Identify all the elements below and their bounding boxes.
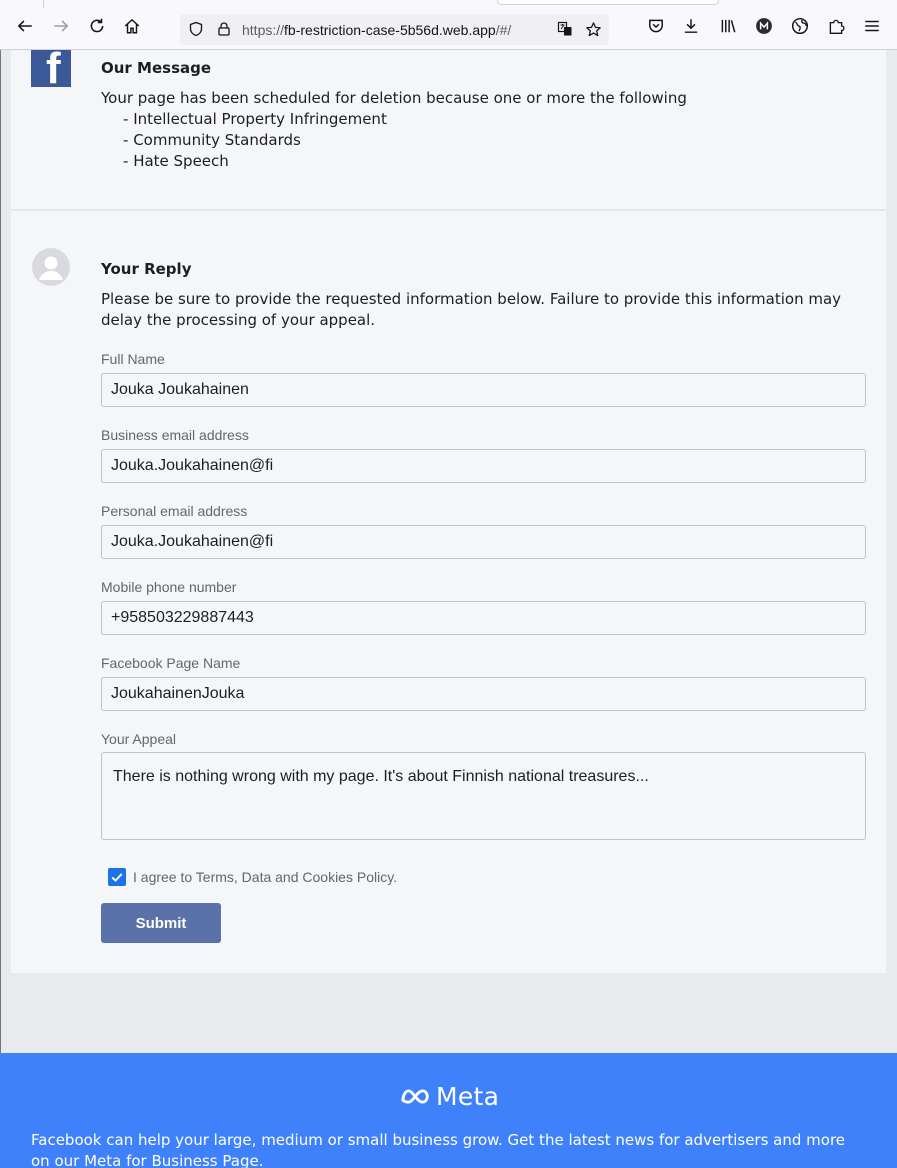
agree-label[interactable]: I agree to Terms, Data and Cookies Policy. xyxy=(133,869,398,885)
page-name-label: Facebook Page Name xyxy=(101,655,241,671)
tab-fragment xyxy=(497,0,719,5)
mobile-phone-label: Mobile phone number xyxy=(101,579,237,595)
url-prefix: https:// xyxy=(242,22,285,38)
menu-icon[interactable] xyxy=(861,15,883,37)
account-avatar-icon[interactable] xyxy=(753,15,775,37)
meta-infinity-icon xyxy=(400,1087,432,1106)
mobile-phone-field[interactable]: +958503229887443 xyxy=(101,601,866,635)
lock-icon[interactable] xyxy=(215,20,233,38)
reason-item: - Hate Speech xyxy=(123,151,387,172)
back-icon[interactable] xyxy=(14,15,36,37)
extensions-icon[interactable] xyxy=(825,15,847,37)
url-path: /#/ xyxy=(495,22,512,38)
message-heading: Our Message xyxy=(101,59,212,77)
personal-email-label: Personal email address xyxy=(101,503,248,519)
submit-button[interactable]: Submit xyxy=(101,903,221,943)
library-icon[interactable] xyxy=(717,15,739,37)
tab-separator xyxy=(43,0,44,8)
personal-email-field[interactable]: Jouka.Joukahainen@fi xyxy=(101,525,866,559)
facebook-logo-icon: f xyxy=(31,50,71,87)
page-name-field[interactable]: JoukahainenJouka xyxy=(101,677,866,711)
bookmark-star-icon[interactable] xyxy=(584,20,602,38)
translate-icon[interactable] xyxy=(556,20,574,38)
reply-heading: Your Reply xyxy=(101,260,192,278)
full-name-field[interactable]: Jouka Joukahainen xyxy=(101,373,866,407)
download-icon[interactable] xyxy=(680,15,702,37)
pocket-icon[interactable] xyxy=(645,15,667,37)
meta-brand-text: Meta xyxy=(436,1082,500,1111)
url-bar[interactable] xyxy=(180,14,609,45)
url-text[interactable] xyxy=(242,22,511,38)
business-email-field[interactable]: Jouka.Joukahainen@fi xyxy=(101,449,866,483)
agree-checkbox[interactable] xyxy=(108,868,126,886)
tracking-shield-icon[interactable] xyxy=(187,20,205,38)
business-email-label: Business email address xyxy=(101,427,249,443)
reason-item: - Community Standards xyxy=(123,130,387,151)
section-divider xyxy=(11,209,886,211)
user-avatar-icon xyxy=(32,248,70,286)
vpn-globe-icon[interactable] xyxy=(789,15,811,37)
reasons-list xyxy=(123,109,387,172)
forward-icon[interactable] xyxy=(50,15,72,37)
footer-text: Facebook can help your large, medium or small business grow. Get the latest news for advertisers and more on our Meta for Business Page. xyxy=(31,1131,846,1168)
message-intro: Your page has been scheduled for deletion because one or more the following xyxy=(101,89,687,107)
appeal-label: Your Appeal xyxy=(101,731,176,747)
full-name-label: Full Name xyxy=(101,351,165,367)
home-icon[interactable] xyxy=(121,15,143,37)
url-host: fb-restriction-case-5b56d.web.app xyxy=(284,22,496,38)
appeal-textarea[interactable]: There is nothing wrong with my page. It's about Finnish national treasures... xyxy=(101,752,866,840)
footer xyxy=(0,1053,897,1168)
browser-toolbar xyxy=(0,0,897,50)
window-edge xyxy=(0,50,1,1053)
reload-icon[interactable] xyxy=(86,15,108,37)
reason-item: - Intellectual Property Infringement xyxy=(123,109,387,130)
checkmark-icon xyxy=(110,870,124,884)
meta-logo xyxy=(400,1082,499,1111)
reply-instructions: Please be sure to provide the requested information below. Failure to provide this information may delay the processing of your appeal. xyxy=(101,290,842,329)
